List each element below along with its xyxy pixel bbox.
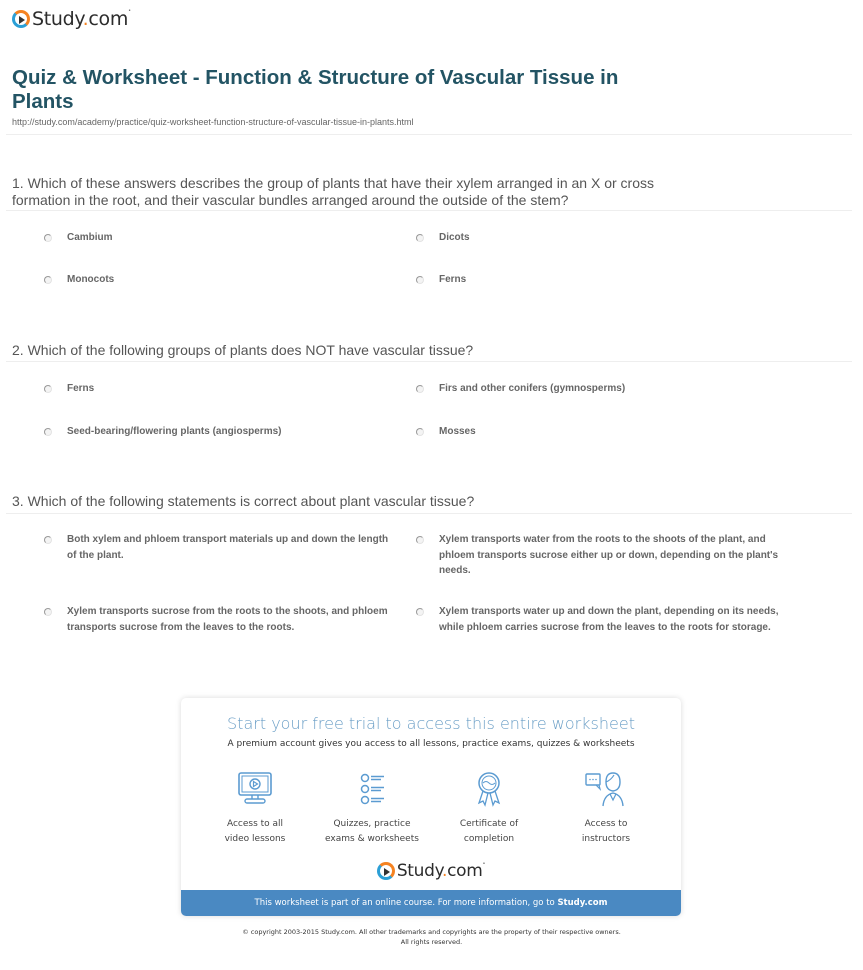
q1-option-c[interactable]: Monocots [44, 272, 114, 288]
q3-option-a[interactable]: Both xylem and phloem transport materials up and down the length of the plant. [44, 532, 394, 563]
divider [6, 210, 852, 211]
question-1-text: 1. Which of these answers describes the group of plants that have their xylem arranged in an X or cross formation in the root, and their vascular bundles arranged around the outside of the stem? [12, 175, 654, 208]
radio-button[interactable] [44, 276, 52, 284]
feature-video-lessons: Access to all video lessons [200, 770, 310, 847]
logo-wordmark: Study.com• [32, 8, 131, 30]
q3-option-b[interactable]: Xylem transports water from the roots to the shoots of the plant, and phloem transports sucrose either up or down, depending on the plant's needs. [416, 532, 786, 579]
course-info-bar: This worksheet is part of an online course. For more information, go to Study.com [181, 890, 681, 916]
q2-option-d[interactable]: Mosses [416, 424, 476, 440]
q2-option-c[interactable]: Seed-bearing/flowering plants (angiosperms) [44, 424, 281, 440]
radio-button[interactable] [416, 428, 424, 436]
certificate-ribbon-icon [470, 770, 508, 808]
divider [6, 513, 852, 514]
radio-button[interactable] [416, 385, 424, 393]
feature-certificate: Certificate of completion [434, 770, 544, 847]
free-trial-promo[interactable] [181, 698, 681, 916]
q2-option-a[interactable]: Ferns [44, 381, 94, 397]
question-3-text: 3. Which of the following statements is correct about plant vascular tissue? [12, 493, 475, 509]
radio-button[interactable] [44, 234, 52, 242]
radio-button[interactable] [416, 234, 424, 242]
q1-option-a[interactable]: Cambium [44, 230, 113, 246]
quiz-list-icon [353, 770, 391, 808]
q1-option-d[interactable]: Ferns [416, 272, 466, 288]
promo-study-logo[interactable]: Study.com• [181, 861, 681, 881]
radio-button[interactable] [44, 536, 52, 544]
divider [6, 134, 852, 135]
copyright-footer: © copyright 2003-2015 Study.com. All other trademarks and copyrights are the property of their respective owners. All rights reserved. [242, 928, 621, 946]
instructor-chat-icon [584, 770, 628, 808]
video-lesson-icon [236, 770, 274, 808]
radio-button[interactable] [44, 608, 52, 616]
feature-quizzes: Quizzes, practice exams & worksheets [317, 770, 427, 847]
radio-button[interactable] [44, 385, 52, 393]
feature-instructors: Access to instructors [551, 770, 661, 847]
q3-option-c[interactable]: Xylem transports sucrose from the roots to the shoots, and phloem transports sucrose from the leaves to the roots. [44, 604, 394, 635]
q1-option-b[interactable]: Dicots [416, 230, 470, 246]
radio-button[interactable] [416, 536, 424, 544]
divider [6, 361, 852, 362]
radio-button[interactable] [416, 276, 424, 284]
q3-option-d[interactable]: Xylem transports water up and down the plant, depending on its needs, while phloem carries sucrose from the leaves to the roots for storage. [416, 604, 786, 635]
study-logo[interactable] [12, 8, 131, 30]
q2-option-b[interactable]: Firs and other conifers (gymnosperms) [416, 381, 625, 397]
play-logo-icon [377, 862, 395, 880]
play-logo-icon [12, 10, 30, 28]
page-url: http://study.com/academy/practice/quiz-worksheet-function-structure-of-vascular-tissue-in-plants.html [12, 117, 414, 127]
study-com-link[interactable]: Study.com [557, 898, 608, 908]
radio-button[interactable] [416, 608, 424, 616]
promo-subtitle: A premium account gives you access to all lessons, practice exams, quizzes & worksheets [227, 739, 635, 749]
question-2-text: 2. Which of the following groups of plants does NOT have vascular tissue? [12, 342, 474, 358]
radio-button[interactable] [44, 428, 52, 436]
page-title: Quiz & Worksheet - Function & Structure of Vascular Tissue in Plants [12, 66, 619, 113]
promo-title[interactable]: Start your free trial to access this entire worksheet [227, 714, 635, 733]
